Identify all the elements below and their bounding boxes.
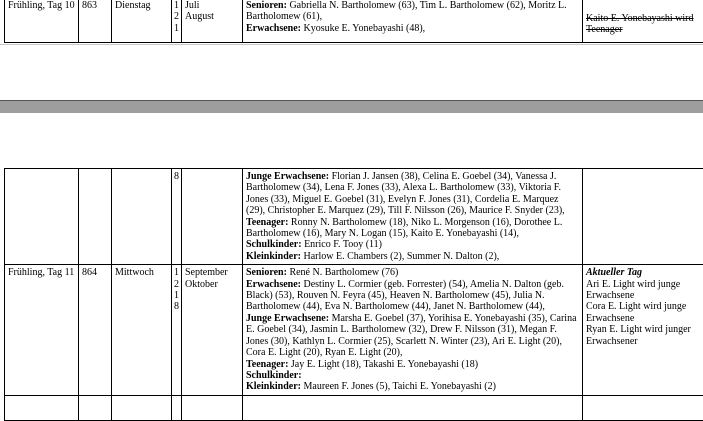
group-label: Teenager: (246, 217, 288, 228)
people-group (246, 217, 579, 240)
struck-note: Kaito E. Yonebayashi wird Teenager (586, 13, 694, 35)
group-names: Florian J. Jansen (38), Celina E. Goebel (34), Vanessa J. Bartholomew (34), Lena F. Jones (33), Alexa L. Bartholomew (33), Viktoria F. Jones (33), Miguel E. Goebel (31), Evelyn F. Jones (31), Cordelia E. Marquez (29), Christopher E. Marquez (29), Till F. Nilsson (26), Maurice F. Snyder (23), (246, 171, 565, 216)
cell-counts (172, 265, 182, 395)
count: 2 (174, 279, 180, 290)
group-label: Erwachsene: (246, 279, 301, 290)
cell-months (182, 169, 243, 265)
month: Juli (185, 0, 239, 11)
count: 1 (174, 267, 180, 278)
group-names: Jay E. Light (18), Takashi E. Yonebayashi (18) (288, 359, 478, 370)
table-current (4, 168, 703, 421)
cell-day: Frühling, Tag 11 (5, 265, 79, 395)
current-page (0, 113, 703, 400)
table-row (5, 169, 703, 265)
group-label: Kleinkinder: (246, 381, 301, 392)
group-label: Senioren: (246, 267, 287, 278)
group-label: Schulkinder: (246, 370, 302, 381)
group-label: Teenager: (246, 359, 288, 370)
group-names: Destiny L. Cormier (geb. Forrester) (54), Amelia N. Dalton (geb. Black) (53), Rouven N. Feyra (45), Heaven N. Bartholomew (45), Julia N. Bartholomew (44), Eva N. Bartholomew (44), Janet N. Bartholomew (44), (246, 279, 564, 313)
cell-note (583, 395, 703, 420)
cell-counts (172, 395, 182, 420)
cell-nr (79, 395, 112, 420)
group-label: Erwachsene: (246, 23, 301, 34)
cell-counts (172, 169, 182, 265)
table-row (5, 265, 703, 395)
count: 1 (174, 290, 180, 301)
group-label: Junge Erwachsene: (246, 313, 329, 324)
group-label: Kleinkinder: (246, 251, 301, 262)
cell-note (583, 0, 703, 43)
cell-note (583, 265, 703, 395)
people-group (246, 23, 579, 34)
group-names: Marsha E. Goebel (37), Yorihisa E. Yonebayashi (35), Carina E. Goebel (34), Jasmin L. Bartholomew (32), Drew F. Nilsson (31), Megan F. Jones (30), Kathlyn L. Cormier (25), Scarlett N. Winter (23), Ari E. Light (20), Cora E. Light (20), Ryan E. Light (20), (246, 313, 577, 358)
group-names: Enrico F. Tooy (11) (302, 239, 382, 250)
cell-people (243, 395, 583, 420)
people-group (246, 251, 579, 262)
cell-nr: 864 (79, 265, 112, 395)
cell-nr (79, 169, 112, 265)
count: 8 (174, 301, 180, 312)
table-row (5, 395, 703, 420)
previous-page (0, 0, 703, 45)
month: August (185, 11, 239, 22)
cell-months (182, 395, 243, 420)
cell-weekday: Mittwoch (112, 265, 172, 395)
cell-people (243, 0, 583, 43)
cell-counts (172, 0, 182, 43)
note-title: Aktueller Tag (586, 267, 703, 278)
page-break (0, 100, 703, 114)
group-label: Schulkinder: (246, 239, 302, 250)
people-group (246, 279, 579, 313)
people-group (246, 239, 579, 250)
cell-weekday (112, 395, 172, 420)
people-group (246, 381, 579, 392)
table-row (5, 0, 703, 43)
group-names: Gabriella N. Bartholomew (63), Tim L. Bartholomew (62), Moritz L. Bartholomew (61), (246, 0, 567, 22)
count: 1 (174, 23, 180, 34)
cell-note (583, 169, 703, 265)
note-line: Ryan E. Light wird junger Erwachsener (586, 324, 703, 347)
table-previous (4, 0, 703, 43)
group-names: Ronny N. Bartholomew (18), Niko L. Morgenson (16), Dorothee L. Bartholomew (16), Mary N. Logan (15), Kaito E. Yonebayashi (14), (246, 217, 562, 239)
cell-months (182, 0, 243, 43)
count: 2 (174, 11, 180, 22)
people-group (246, 0, 579, 23)
group-label: Junge Erwachsene: (246, 171, 329, 182)
cell-weekday: Dienstag (112, 0, 172, 43)
count: 1 (174, 0, 180, 11)
cell-nr: 863 (79, 0, 112, 43)
month: September (185, 267, 239, 278)
cell-weekday (112, 169, 172, 265)
cell-day (5, 169, 79, 265)
cell-people (243, 169, 583, 265)
group-names: Kyosuke E. Yonebayashi (48), (301, 23, 425, 34)
cell-day (5, 395, 79, 420)
note-line: Ari E. Light wird junge Erwachsene (586, 279, 703, 302)
people-group (246, 267, 579, 278)
group-label: Senioren: (246, 0, 287, 11)
people-group (246, 313, 579, 359)
cell-day: Frühling, Tag 10 (5, 0, 79, 43)
group-names: Maureen F. Jones (5), Taichi E. Yonebayashi (2) (301, 381, 496, 392)
people-group (246, 370, 579, 381)
cell-months (182, 265, 243, 395)
count: 8 (174, 171, 180, 182)
group-names: René N. Bartholomew (76) (287, 267, 398, 278)
people-group (246, 359, 579, 370)
month: Oktober (185, 279, 239, 290)
people-group (246, 171, 579, 217)
note-line: Cora E. Light wird junge Erwachsene (586, 301, 703, 324)
group-names: Harlow E. Chambers (2), Summer N. Dalton (2), (301, 251, 499, 262)
cell-people (243, 265, 583, 395)
